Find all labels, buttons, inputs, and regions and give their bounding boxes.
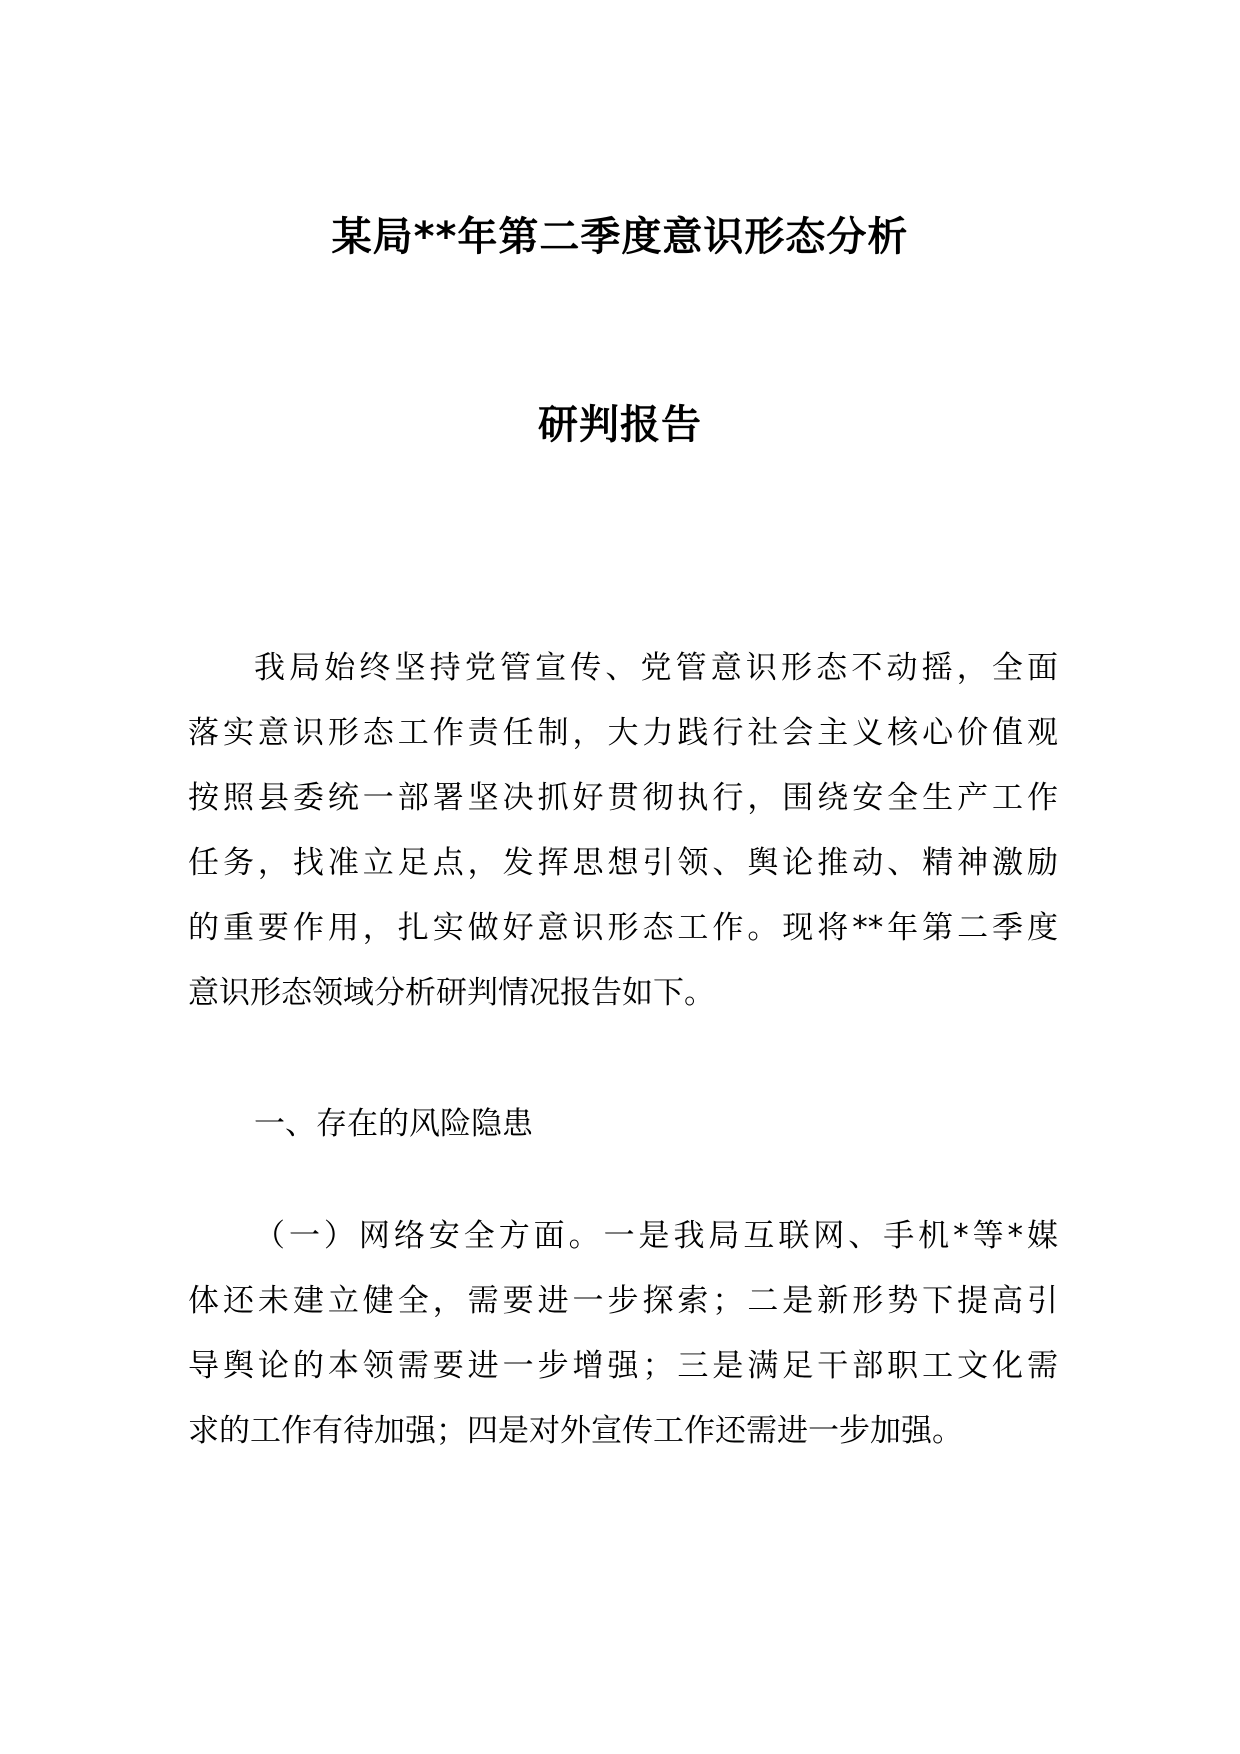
section-1-line: 导舆论的本领需要进一步增强；三是满足干部职工文化需 <box>188 1348 1058 1384</box>
section-1-line: 求的工作有待加强；四是对外宣传工作还需进一步加强。 <box>188 1413 963 1449</box>
section-heading <box>188 1092 1058 1157</box>
intro-line: 落实意识形态工作责任制，大力践行社会主义核心价值观 <box>188 715 1058 751</box>
section-1-line: （一）网络安全方面。一是我局互联网、手机*等*媒 <box>254 1218 1058 1254</box>
intro-line: 我局始终坚持党管宣传、党管意识形态不动摇，全面 <box>254 650 1058 686</box>
intro-paragraph <box>188 636 1058 1026</box>
intro-line: 意识形态领域分析研判情况报告如下。 <box>188 975 715 1011</box>
section-heading-text: 一、存在的风险隐患 <box>254 1106 533 1142</box>
document-title-line-2: 研判报告 <box>538 402 702 448</box>
intro-line: 的重要作用，扎实做好意识形态工作。现将**年第二季度 <box>188 910 1058 946</box>
intro-line: 按照县委统一部署坚决抓好贯彻执行，围绕安全生产工作 <box>188 780 1058 816</box>
intro-line: 任务，找准立足点，发挥思想引领、舆论推动、精神激励 <box>188 845 1058 881</box>
section-1-line: 体还未建立健全，需要进一步探索；二是新形势下提高引 <box>188 1283 1058 1319</box>
section-1-paragraph <box>188 1204 1058 1464</box>
document-title-line-1: 某局**年第二季度意识形态分析 <box>331 214 909 260</box>
